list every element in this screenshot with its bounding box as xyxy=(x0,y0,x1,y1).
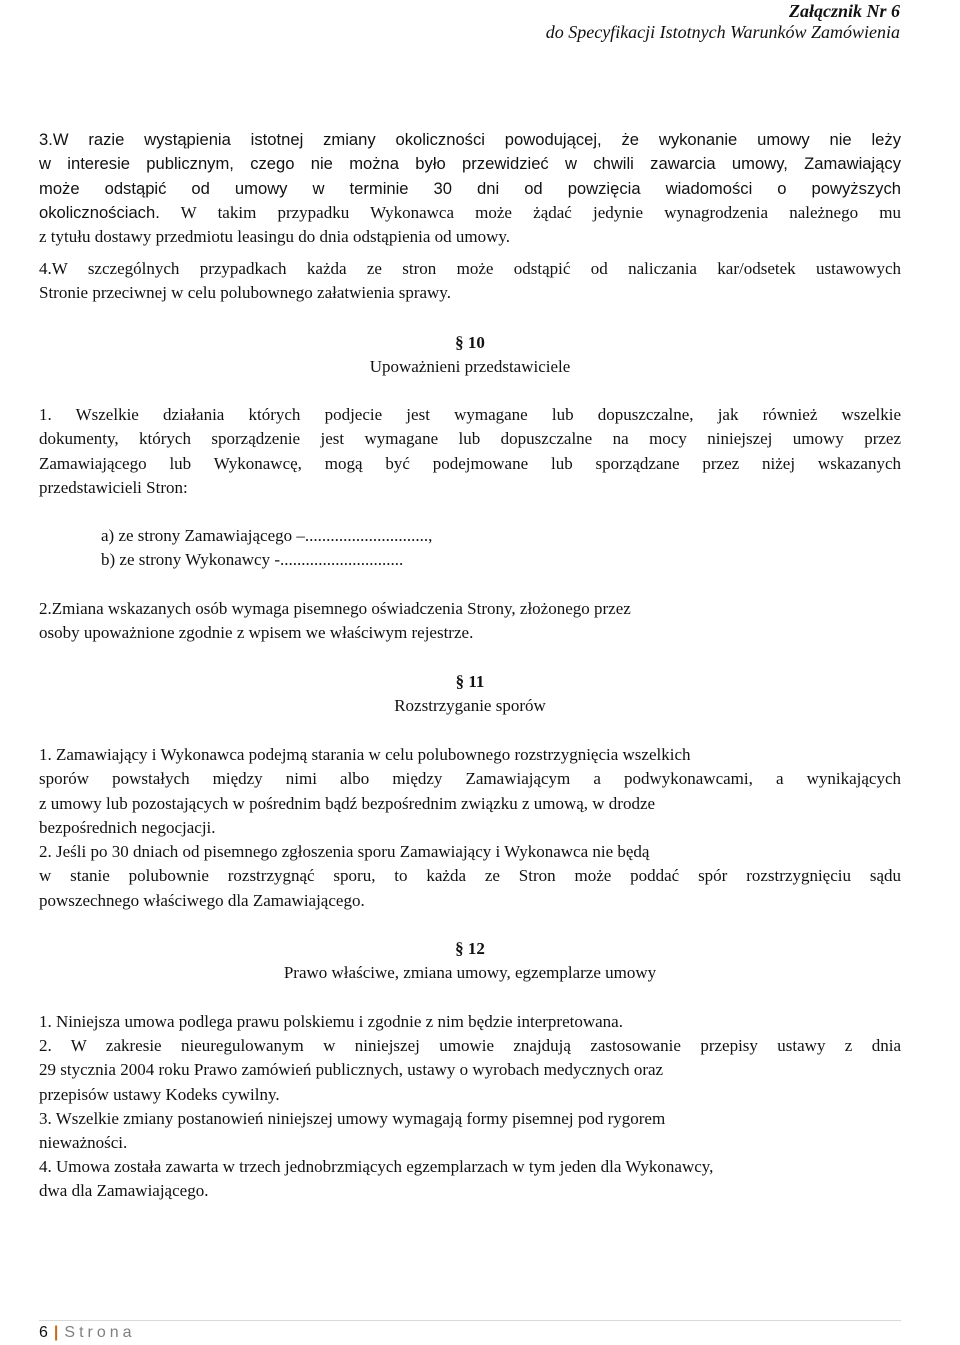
section-11-line: w stanie polubownie rozstrzygnąć sporu, to każda ze Stron może poddać spór rozstrzygnięciu sądu xyxy=(39,866,901,886)
section-number: § 12 xyxy=(455,939,485,958)
section-10-line: Zamawiającego lub Wykonawcę, mogą być podejmowane lub sporządzane przez niżej wskazanych xyxy=(39,453,901,473)
section-12-paragraph-3 xyxy=(39,1107,901,1156)
section-10-line: przedstawicieli Stron: xyxy=(39,477,188,497)
section-11-line: z umowy lub pozostających w pośrednim bądź bezpośrednim związku z umową, w drodze xyxy=(39,793,656,813)
paragraph-3-line: może odstąpić od umowy w terminie 30 dni od powzięcia wiadomości o powyższych xyxy=(39,178,901,198)
section-12-paragraph-1 xyxy=(39,1010,901,1034)
paragraph-3 xyxy=(39,128,901,249)
section-12-number xyxy=(39,937,901,961)
section-11-line: sporów powstałych między nimi albo między Zamawiającym a podwykonawcami, a wynikających xyxy=(39,769,901,789)
attachment-subtitle: do Specyfikacji Istotnych Warunków Zamówienia xyxy=(545,22,900,42)
section-10-paragraph-1 xyxy=(39,403,901,500)
representative-wykonawca: b) ze strony Wykonawcy -............................. xyxy=(101,550,404,570)
section-11-number xyxy=(39,670,901,694)
representatives-list xyxy=(39,524,901,573)
footer-separator: | xyxy=(53,1324,59,1341)
paragraph-3-line: z tytułu dostawy przedmiotu leasingu do dnia odstąpienia od umowy. xyxy=(39,227,511,247)
page-label: Strona xyxy=(64,1324,136,1341)
section-number: § 11 xyxy=(455,672,485,691)
section-10-line: osoby upoważnione zgodnie z wpisem we właściwym rejestrze. xyxy=(39,623,474,643)
section-12-line: 4. Umowa została zawarta w trzech jednobrzmiących egzemplarzach w tym jeden dla Wykonawcy, xyxy=(39,1157,714,1176)
paragraph-3-line xyxy=(39,201,901,225)
paragraph-4-line: 4.W szczególnych przypadkach każda ze stron może odstąpić od naliczania kar/odsetek ustawowych xyxy=(39,259,901,278)
paragraph-3-fragment: W takim przypadku Wykonawca może żądać jedynie wynagrodzenia należnego mu xyxy=(159,202,901,222)
section-12-paragraph-4 xyxy=(39,1155,901,1204)
section-10-number xyxy=(39,331,901,355)
paragraph-3-fragment: okolicznościach. xyxy=(39,202,160,222)
section-10-line: dokumenty, których sporządzenie jest wymagane lub dopuszczalne na mocy niniejszej umowy przez xyxy=(39,429,901,449)
paragraph-3-line: w interesie publicznym, czego nie można było przewidzieć w chwili zawarcia umowy, Zamawiający xyxy=(39,154,901,174)
section-number: § 10 xyxy=(455,333,485,352)
page-footer xyxy=(39,1322,136,1344)
section-12-line: dwa dla Zamawiającego. xyxy=(39,1181,209,1201)
attachment-title: Załącznik Nr 6 xyxy=(788,1,900,21)
section-10-line: 2.Zmiana wskazanych osób wymaga pisemnego oświadczenia Strony, złożonego przez xyxy=(39,599,631,618)
paragraph-4-line: Stronie przeciwnej w celu polubownego załatwienia sprawy. xyxy=(39,283,451,303)
paragraph-3-line: 3.W razie wystąpienia istotnej zmiany okoliczności powodującej, że wykonanie umowy nie leży xyxy=(39,130,901,149)
section-10-paragraph-2 xyxy=(39,597,901,646)
paragraph-4 xyxy=(39,257,901,306)
section-11-line: powszechnego właściwego dla Zamawiającego. xyxy=(39,890,365,910)
section-12-title: Prawo właściwe, zmiana umowy, egzemplarze umowy xyxy=(283,963,657,982)
footer-divider xyxy=(39,1320,901,1321)
representative-zamawiajacy: a) ze strony Zamawiającego –............................., xyxy=(101,526,433,545)
section-11-paragraph-2 xyxy=(39,840,901,913)
section-10-line: 1. Wszelkie działania których podjecie jest wymagane lub dopuszczalne, jak również wszelkie xyxy=(39,405,901,424)
section-12-line: 2. W zakresie nieuregulowanym w niniejszej umowie znajdują zastosowanie przepisy ustawy z dnia xyxy=(39,1036,901,1055)
section-12-line: 3. Wszelkie zmiany postanowień niniejszej umowy wymagają formy pisemnej pod rygorem xyxy=(39,1109,666,1128)
section-12-line: nieważności. xyxy=(39,1133,128,1153)
section-12-paragraph-2 xyxy=(39,1034,901,1107)
section-10-title: Upoważnieni przedstawiciele xyxy=(369,357,571,376)
page-number: 6 xyxy=(39,1324,48,1341)
section-12-line: 1. Niniejsza umowa podlega prawu polskiemu i zgodnie z nim będzie interpretowana. xyxy=(39,1012,623,1031)
section-12-line: przepisów ustawy Kodeks cywilny. xyxy=(39,1084,280,1104)
section-11-title: Rozstrzyganie sporów xyxy=(394,696,546,715)
section-11-line: 1. Zamawiający i Wykonawca podejmą starania w celu polubownego rozstrzygnięcia wszelkich xyxy=(39,745,691,764)
section-12-line: 29 stycznia 2004 roku Prawo zamówień publicznych, ustawy o wyrobach medycznych oraz xyxy=(39,1060,664,1080)
section-11-paragraph-1 xyxy=(39,743,901,840)
section-11-line: 2. Jeśli po 30 dniach od pisemnego zgłoszenia sporu Zamawiający i Wykonawca nie będą xyxy=(39,842,650,861)
section-11-line: bezpośrednich negocjacji. xyxy=(39,817,216,837)
